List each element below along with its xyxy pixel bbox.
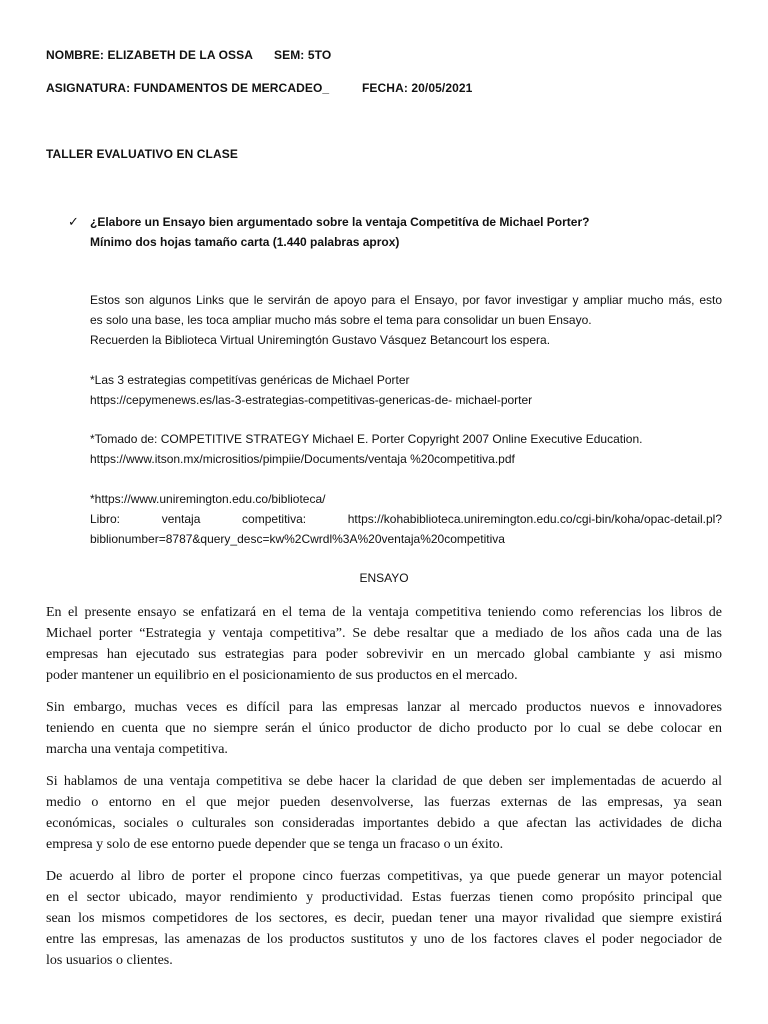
paragraph-line: sean los mismos competidores de los sectores, es decir, puedan tener una mayor rivalidad que siempre existirá (46, 911, 722, 926)
essay-paragraph-2 (46, 697, 722, 760)
task-item (68, 212, 589, 252)
paragraph-line: marcha una ventaja competitiva. (46, 742, 228, 757)
semester: SEM: 5TO (274, 48, 332, 62)
paragraph-line: Sin embargo, muchas veces es difícil para las empresas lanzar al mercado productos nuevos e innovadores (46, 700, 722, 715)
reference-link[interactable]: https://cepymenews.es/las-3-estrategias-competitivas-genericas-de- michael-porter (90, 393, 533, 407)
reference-1 (90, 370, 722, 410)
reference-book-link[interactable]: Libro: ventaja competitiva: https://kohabiblioteca.uniremington.edu.co/cgi-bin/koha/opac-detail.pl? (90, 512, 722, 526)
reference-title: *Las 3 estrategias competitívas genéricas de Michael Porter (90, 373, 410, 387)
essay-title: ENSAYO (359, 571, 409, 585)
paragraph-line: entre las empresas, las amenazas de los productos sustitutos y uno de los factores claves el poder negociador de (46, 932, 722, 947)
intro-line: Recuerden la Biblioteca Virtual Uniremingtón Gustavo Vásquez Betancourt los espera. (90, 333, 551, 347)
intro-line: es solo una base, les toca ampliar mucho más sobre el tema para consolidar un buen Ensayo. (90, 313, 592, 327)
essay-paragraph-1 (46, 602, 722, 686)
essay-paragraph-4 (46, 866, 722, 971)
reference-3 (90, 489, 722, 549)
paragraph-line: Si hablamos de una ventaja competitiva se debe hacer la claridad de que deben ser implementadas de acuerdo al (46, 774, 722, 789)
essay-paragraph-3 (46, 771, 722, 855)
reference-title: *Tomado de: COMPETITIVE STRATEGY Michael E. Porter Copyright 2007 Online Executive Education. (90, 432, 643, 446)
task-question: ¿Elabore un Ensayo bien argumentado sobre la ventaja Competitíva de Michael Porter? (90, 215, 590, 229)
paragraph-line: En el presente ensayo se enfatizará en el tema de la ventaja competitiva teniendo como referencias los libros de (46, 605, 722, 620)
paragraph-line: Michael porter “Estrategia y ventaja competitiva”. Se debe resaltar que a mediado de los años cada una de las (46, 626, 722, 641)
student-name: NOMBRE: ELIZABETH DE LA OSSA (46, 48, 254, 62)
intro-line: Estos son algunos Links que le servirán de apoyo para el Ensayo, por favor investigar y ampliar mucho más, esto (90, 293, 722, 307)
subject: ASIGNATURA: FUNDAMENTOS DE MERCADEO_ (46, 81, 330, 95)
reference-link[interactable]: https://www.itson.mx/micrositios/pimpiie/Documents/ventaja %20competitiva.pdf (90, 452, 515, 466)
reference-link[interactable]: *https://www.uniremington.edu.co/biblioteca/ (90, 492, 326, 506)
reference-2 (90, 429, 722, 469)
paragraph-line: medio o entorno en el que mejor pueden desenvolverse, las fuerzas externas de las empresas, ya sean (46, 795, 722, 810)
paragraph-line: en el sector ubicado, mayor rendimiento y productividad. Estas fuerzas tienen como propósito principal que (46, 890, 722, 905)
paragraph-line: los usuarios o clientes. (46, 953, 173, 968)
checkmark-icon: ✓ (68, 214, 79, 229)
intro-paragraph (90, 290, 722, 350)
paragraph-line: empresas han ejecutado sus estrategias para poder sobrevivir en un mercado global cambiante y asi mismo (46, 647, 722, 662)
task-requirement: Mínimo dos hojas tamaño carta (1.440 palabras aprox) (90, 235, 400, 249)
paragraph-line: teniendo en cuenta que no siempre serán el único productor de dicho producto por lo cual se debe colocar en (46, 721, 722, 736)
paragraph-line: poder mantener un equilibrio en el posicionamiento de sus productos en el mercado. (46, 668, 518, 683)
paragraph-line: De acuerdo al libro de porter el propone cinco fuerzas competitivas, ya que puede generar un mayor potencial (46, 869, 722, 884)
paragraph-line: empresa y solo de ese entorno puede depender que se tenga un fracaso o un éxito. (46, 837, 504, 852)
workshop-title: TALLER EVALUATIVO EN CLASE (46, 147, 238, 161)
reference-book-link-cont[interactable]: biblionumber=8787&query_desc=kw%2Cwrdl%3A%20ventaja%20competitiva (90, 532, 505, 546)
date: FECHA: 20/05/2021 (362, 81, 473, 95)
paragraph-line: económicas, sociales o culturales son consideradas importantes debido a que afectan las actividades de dicha (46, 816, 722, 831)
